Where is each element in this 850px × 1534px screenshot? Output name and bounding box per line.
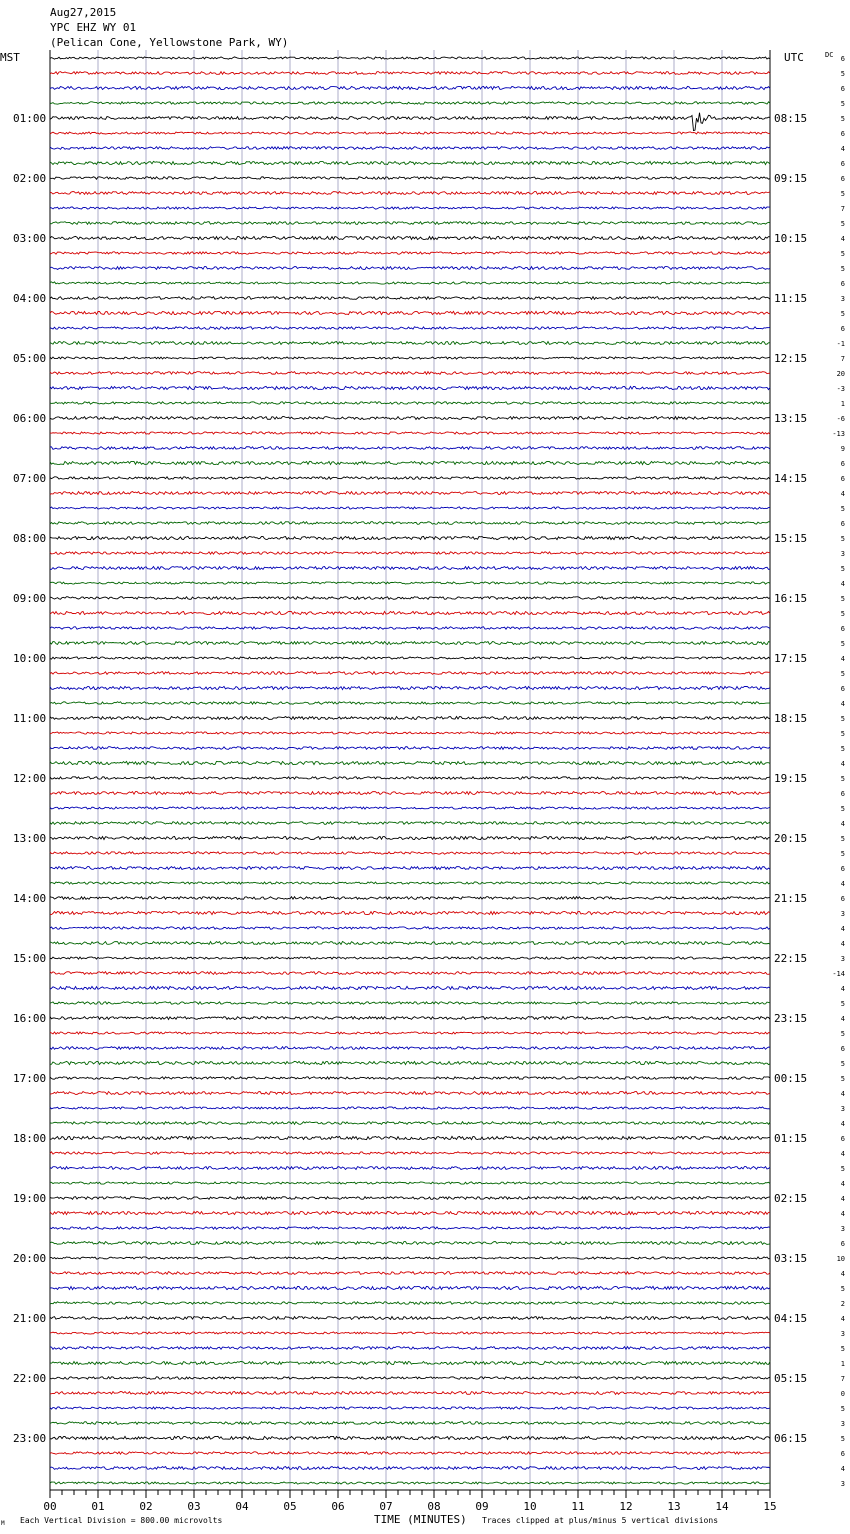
x-tick-label: 15 bbox=[763, 1500, 777, 1513]
x-tick-label: 07 bbox=[379, 1500, 393, 1513]
trace-row-32 bbox=[50, 536, 770, 539]
dc-offset-value: 4 bbox=[840, 1015, 845, 1023]
trace-row-57 bbox=[50, 911, 770, 914]
dc-offset-value: 4 bbox=[840, 1195, 845, 1203]
trace-row-72 bbox=[50, 1136, 770, 1139]
mst-hour-label: 05:00 bbox=[13, 352, 47, 365]
dc-offset-value: 1 bbox=[840, 400, 845, 408]
time-axis bbox=[43, 1490, 776, 1513]
trace-row-31 bbox=[50, 522, 770, 525]
trace-row-38 bbox=[50, 627, 770, 629]
x-tick-label: 10 bbox=[523, 1500, 537, 1513]
trace-row-95 bbox=[50, 1482, 770, 1484]
dc-offset-value: 6 bbox=[840, 790, 845, 798]
mst-hour-label: 18:00 bbox=[13, 1132, 47, 1145]
dc-offset-value: 5 bbox=[840, 670, 845, 678]
trace-row-84 bbox=[50, 1317, 770, 1320]
trace-row-50 bbox=[50, 807, 770, 809]
dc-offset-value: 5 bbox=[840, 610, 845, 618]
dc-offset-value: 5 bbox=[840, 715, 845, 723]
header-location: (Pelican Cone, Yellowstone Park, WY) bbox=[50, 36, 289, 49]
utc-hour-label: 06:15 bbox=[774, 1432, 808, 1445]
trace-row-94 bbox=[50, 1467, 770, 1470]
x-tick-label: 08 bbox=[427, 1500, 441, 1513]
trace-row-64 bbox=[50, 1017, 770, 1020]
x-tick-label: 00 bbox=[43, 1500, 57, 1513]
dc-offset-value: 5 bbox=[840, 835, 845, 843]
trace-row-36 bbox=[50, 597, 770, 600]
dc-offset-value: 6 bbox=[840, 475, 845, 483]
trace-row-88 bbox=[50, 1377, 770, 1379]
mst-hour-label: 12:00 bbox=[13, 772, 47, 785]
corner-mark: M bbox=[1, 1520, 5, 1527]
trace-row-15 bbox=[50, 282, 770, 284]
utc-hour-label: 13:15 bbox=[774, 412, 808, 425]
trace-row-1 bbox=[50, 72, 770, 75]
trace-row-80 bbox=[50, 1257, 770, 1259]
dc-offset-value: 4 bbox=[840, 700, 845, 708]
dc-offset-value: 4 bbox=[840, 1120, 845, 1128]
trace-row-28 bbox=[50, 477, 770, 479]
dc-offset-value: 5 bbox=[840, 250, 845, 258]
trace-row-55 bbox=[50, 882, 770, 884]
dc-offset-value: -3 bbox=[836, 385, 845, 393]
dc-offset-value: 5 bbox=[840, 310, 845, 318]
dc-offset-value: 4 bbox=[840, 580, 845, 588]
utc-hour-label: 09:15 bbox=[774, 172, 808, 185]
trace-row-74 bbox=[50, 1167, 770, 1170]
dc-offset-value: 3 bbox=[840, 910, 845, 918]
dc-offset-value: 5 bbox=[840, 190, 845, 198]
trace-row-26 bbox=[50, 447, 770, 450]
dc-offset-value: 4 bbox=[840, 1270, 845, 1278]
mst-hour-label: 14:00 bbox=[13, 892, 47, 905]
dc-offset-value: 9 bbox=[840, 445, 845, 453]
trace-row-21 bbox=[50, 372, 770, 375]
dc-offset-value: 6 bbox=[840, 1045, 845, 1053]
utc-hour-label: 10:15 bbox=[774, 232, 808, 245]
mst-hour-label: 19:00 bbox=[13, 1192, 47, 1205]
dc-offset-value: 4 bbox=[840, 235, 845, 243]
dc-offset-value: 6 bbox=[840, 1450, 845, 1458]
mst-hour-label: 22:00 bbox=[13, 1372, 47, 1385]
trace-row-79 bbox=[50, 1242, 770, 1245]
trace-row-58 bbox=[50, 927, 770, 929]
trace-row-33 bbox=[50, 552, 770, 554]
trace-row-78 bbox=[50, 1227, 770, 1229]
trace-row-0 bbox=[50, 57, 770, 59]
mst-hour-labels bbox=[13, 112, 46, 1445]
x-tick-label: 14 bbox=[715, 1500, 729, 1513]
mst-hour-label: 16:00 bbox=[13, 1012, 47, 1025]
utc-hour-label: 01:15 bbox=[774, 1132, 808, 1145]
dc-offset-value: 5 bbox=[840, 805, 845, 813]
trace-row-65 bbox=[50, 1032, 770, 1034]
trace-row-5 bbox=[50, 132, 770, 134]
trace-row-40 bbox=[50, 657, 770, 659]
mst-hour-label: 01:00 bbox=[13, 112, 47, 125]
dc-offset-value: 4 bbox=[840, 1315, 845, 1323]
trace-row-35 bbox=[50, 582, 770, 584]
trace-row-69 bbox=[50, 1092, 770, 1095]
trace-row-37 bbox=[50, 611, 770, 614]
trace-row-4 bbox=[50, 113, 770, 131]
trace-row-56 bbox=[50, 897, 770, 900]
trace-row-66 bbox=[50, 1047, 770, 1050]
dc-offset-value: 4 bbox=[840, 880, 845, 888]
dc-offset-value: 6 bbox=[840, 130, 845, 138]
trace-row-6 bbox=[50, 147, 770, 150]
mst-hour-label: 10:00 bbox=[13, 652, 47, 665]
mst-hour-label: 20:00 bbox=[13, 1252, 47, 1265]
dc-offset-value: 6 bbox=[840, 895, 845, 903]
trace-row-89 bbox=[50, 1392, 770, 1395]
utc-hour-label: 21:15 bbox=[774, 892, 808, 905]
dc-offset-value: 5 bbox=[840, 565, 845, 573]
dc-offset-value: 6 bbox=[840, 160, 845, 168]
trace-row-9 bbox=[50, 192, 770, 195]
dc-offset-value: 4 bbox=[840, 1090, 845, 1098]
trace-row-63 bbox=[50, 1002, 770, 1004]
mst-hour-label: 09:00 bbox=[13, 592, 47, 605]
dc-offset-value: 4 bbox=[840, 1210, 845, 1218]
trace-row-86 bbox=[50, 1347, 770, 1350]
dc-offset-value: 3 bbox=[840, 1420, 845, 1428]
trace-row-29 bbox=[50, 492, 770, 495]
dc-offset-column bbox=[832, 55, 845, 1488]
trace-row-3 bbox=[50, 102, 770, 104]
dc-offset-value: 6 bbox=[840, 325, 845, 333]
trace-row-60 bbox=[50, 957, 770, 959]
dc-offset-value: 3 bbox=[840, 955, 845, 963]
dc-offset-value: -1 bbox=[836, 340, 845, 348]
mst-hour-label: 08:00 bbox=[13, 532, 47, 545]
dc-offset-value: 6 bbox=[840, 625, 845, 633]
header-date: Aug27,2015 bbox=[50, 6, 117, 19]
trace-row-83 bbox=[50, 1302, 770, 1304]
trace-row-8 bbox=[50, 177, 770, 179]
dc-offset-value: 4 bbox=[840, 985, 845, 993]
right-timezone-label: UTC bbox=[784, 51, 804, 64]
x-tick-label: 09 bbox=[475, 1500, 489, 1513]
dc-offset-value: 10 bbox=[836, 1255, 845, 1263]
trace-row-43 bbox=[50, 702, 770, 704]
trace-row-81 bbox=[50, 1272, 770, 1275]
dc-offset-value: 5 bbox=[840, 775, 845, 783]
dc-offset-value: 5 bbox=[840, 595, 845, 603]
utc-hour-label: 17:15 bbox=[774, 652, 808, 665]
trace-row-62 bbox=[50, 986, 770, 989]
trace-row-73 bbox=[50, 1152, 770, 1154]
dc-offset-value: 4 bbox=[840, 940, 845, 948]
dc-offset-value: 5 bbox=[840, 1030, 845, 1038]
dc-offset-value: 5 bbox=[840, 1435, 845, 1443]
utc-hour-label: 15:15 bbox=[774, 532, 808, 545]
mst-hour-label: 07:00 bbox=[13, 472, 47, 485]
trace-row-59 bbox=[50, 942, 770, 945]
mst-hour-label: 15:00 bbox=[13, 952, 47, 965]
dc-offset-value: 5 bbox=[840, 730, 845, 738]
dc-offset-value: 5 bbox=[840, 1285, 845, 1293]
dc-offset-value: 7 bbox=[840, 355, 845, 363]
utc-hour-label: 00:15 bbox=[774, 1072, 808, 1085]
trace-row-87 bbox=[50, 1361, 770, 1364]
dc-offset-value: 3 bbox=[840, 1225, 845, 1233]
dc-offset-value: 5 bbox=[840, 115, 845, 123]
dc-offset-value: 6 bbox=[840, 520, 845, 528]
trace-row-19 bbox=[50, 342, 770, 345]
trace-row-23 bbox=[50, 402, 770, 404]
dc-offset-value: 5 bbox=[840, 745, 845, 753]
utc-hour-label: 22:15 bbox=[774, 952, 808, 965]
trace-row-27 bbox=[50, 461, 770, 464]
trace-row-45 bbox=[50, 732, 770, 734]
trace-row-2 bbox=[50, 86, 770, 89]
trace-row-70 bbox=[50, 1107, 770, 1109]
trace-row-93 bbox=[50, 1452, 770, 1454]
x-tick-label: 11 bbox=[571, 1500, 585, 1513]
x-tick-label: 05 bbox=[283, 1500, 297, 1513]
trace-row-67 bbox=[50, 1061, 770, 1064]
dc-offset-value: 4 bbox=[840, 655, 845, 663]
dc-offset-value: 6 bbox=[840, 175, 845, 183]
utc-hour-labels bbox=[774, 112, 807, 1445]
mst-hour-label: 13:00 bbox=[13, 832, 47, 845]
trace-row-10 bbox=[50, 207, 770, 209]
dc-offset-value: 5 bbox=[840, 100, 845, 108]
trace-row-11 bbox=[50, 222, 770, 225]
dc-offset-value: 2 bbox=[840, 1300, 845, 1308]
trace-row-53 bbox=[50, 852, 770, 854]
dc-offset-value: 7 bbox=[840, 1375, 845, 1383]
trace-row-18 bbox=[50, 327, 770, 329]
dc-offset-value: 5 bbox=[840, 1165, 845, 1173]
dc-offset-value: -14 bbox=[832, 970, 845, 978]
vertical-division-note: Each Vertical Division = 800.00 microvolts bbox=[20, 1516, 223, 1525]
mst-hour-label: 11:00 bbox=[13, 712, 47, 725]
trace-row-16 bbox=[50, 297, 770, 300]
dc-offset-value: 3 bbox=[840, 295, 845, 303]
trace-row-91 bbox=[50, 1422, 770, 1425]
dc-offset-value: 5 bbox=[840, 265, 845, 273]
dc-offset-value: 4 bbox=[840, 490, 845, 498]
dc-offset-value: 5 bbox=[840, 1345, 845, 1353]
trace-row-51 bbox=[50, 822, 770, 825]
dc-offset-value: 6 bbox=[840, 55, 845, 63]
mst-hour-label: 04:00 bbox=[13, 292, 47, 305]
dc-offset-value: 5 bbox=[840, 505, 845, 513]
trace-row-13 bbox=[50, 252, 770, 254]
dc-offset-value: 5 bbox=[840, 1075, 845, 1083]
x-tick-label: 04 bbox=[235, 1500, 249, 1513]
trace-row-75 bbox=[50, 1182, 770, 1184]
trace-row-20 bbox=[50, 357, 770, 359]
dc-offset-value: 1 bbox=[840, 1360, 845, 1368]
trace-row-90 bbox=[50, 1407, 770, 1409]
trace-row-92 bbox=[50, 1436, 770, 1439]
trace-row-46 bbox=[50, 747, 770, 750]
dc-offset-value: -13 bbox=[832, 430, 845, 438]
clip-note: Traces clipped at plus/minus 5 vertical divisions bbox=[482, 1516, 719, 1525]
trace-row-54 bbox=[50, 867, 770, 870]
utc-hour-label: 04:15 bbox=[774, 1312, 808, 1325]
trace-row-71 bbox=[50, 1122, 770, 1125]
left-timezone-label: MST bbox=[0, 51, 20, 64]
trace-row-14 bbox=[50, 267, 770, 270]
x-axis-title: TIME (MINUTES) bbox=[374, 1513, 467, 1526]
utc-hour-label: 18:15 bbox=[774, 712, 808, 725]
trace-row-30 bbox=[50, 507, 770, 509]
dc-offset-value: 7 bbox=[840, 205, 845, 213]
mst-hour-label: 02:00 bbox=[13, 172, 47, 185]
utc-hour-label: 05:15 bbox=[774, 1372, 808, 1385]
utc-hour-label: 20:15 bbox=[774, 832, 808, 845]
trace-row-61 bbox=[50, 972, 770, 975]
utc-hour-label: 02:15 bbox=[774, 1192, 808, 1205]
trace-row-49 bbox=[50, 792, 770, 795]
x-tick-label: 06 bbox=[331, 1500, 345, 1513]
utc-hour-label: 08:15 bbox=[774, 112, 808, 125]
trace-row-77 bbox=[50, 1211, 770, 1214]
trace-row-24 bbox=[50, 417, 770, 420]
dc-offset-value: 6 bbox=[840, 685, 845, 693]
utc-hour-label: 03:15 bbox=[774, 1252, 808, 1265]
trace-row-12 bbox=[50, 236, 770, 239]
dc-offset-value: 4 bbox=[840, 760, 845, 768]
trace-row-52 bbox=[50, 836, 770, 839]
utc-hour-label: 19:15 bbox=[774, 772, 808, 785]
trace-row-76 bbox=[50, 1197, 770, 1200]
seismic-traces bbox=[50, 57, 770, 1484]
dc-offset-value: 4 bbox=[840, 820, 845, 828]
utc-hour-label: 16:15 bbox=[774, 592, 808, 605]
utc-hour-label: 11:15 bbox=[774, 292, 808, 305]
dc-offset-value: 6 bbox=[840, 1135, 845, 1143]
x-tick-label: 03 bbox=[187, 1500, 201, 1513]
dc-column-label: DC bbox=[825, 51, 834, 59]
dc-offset-value: 5 bbox=[840, 1000, 845, 1008]
trace-row-68 bbox=[50, 1077, 770, 1079]
dc-offset-value: 5 bbox=[840, 1060, 845, 1068]
dc-offset-value: 6 bbox=[840, 280, 845, 288]
dc-offset-value: 6 bbox=[840, 1240, 845, 1248]
trace-row-39 bbox=[50, 642, 770, 645]
dc-offset-value: 5 bbox=[840, 535, 845, 543]
x-tick-label: 12 bbox=[619, 1500, 633, 1513]
trace-row-25 bbox=[50, 432, 770, 434]
dc-offset-value: 20 bbox=[836, 370, 845, 378]
trace-row-47 bbox=[50, 761, 770, 764]
dc-offset-value: 5 bbox=[840, 640, 845, 648]
header-station: YPC EHZ WY 01 bbox=[50, 21, 137, 34]
dc-offset-value: 4 bbox=[840, 145, 845, 153]
dc-offset-value: 6 bbox=[840, 865, 845, 873]
mst-hour-label: 03:00 bbox=[13, 232, 47, 245]
dc-offset-value: 4 bbox=[840, 1465, 845, 1473]
mst-hour-label: 17:00 bbox=[13, 1072, 47, 1085]
dc-offset-value: 3 bbox=[840, 550, 845, 558]
utc-hour-label: 14:15 bbox=[774, 472, 808, 485]
trace-row-7 bbox=[50, 161, 770, 164]
dc-offset-value: 0 bbox=[840, 1390, 845, 1398]
mst-hour-label: 21:00 bbox=[13, 1312, 47, 1325]
x-tick-label: 01 bbox=[91, 1500, 105, 1513]
dc-offset-value: 5 bbox=[840, 850, 845, 858]
dc-offset-value: 4 bbox=[840, 1150, 845, 1158]
dc-offset-value: 6 bbox=[840, 85, 845, 93]
trace-row-82 bbox=[50, 1286, 770, 1289]
trace-row-44 bbox=[50, 717, 770, 720]
dc-offset-value: 5 bbox=[840, 1405, 845, 1413]
dc-offset-value: 6 bbox=[840, 460, 845, 468]
x-tick-label: 13 bbox=[667, 1500, 681, 1513]
dc-offset-value: 3 bbox=[840, 1480, 845, 1488]
utc-hour-label: 23:15 bbox=[774, 1012, 808, 1025]
trace-row-22 bbox=[50, 386, 770, 389]
mst-hour-label: 06:00 bbox=[13, 412, 47, 425]
dc-offset-value: 5 bbox=[840, 220, 845, 228]
dc-offset-value: -6 bbox=[836, 415, 845, 423]
x-tick-label: 02 bbox=[139, 1500, 153, 1513]
trace-row-42 bbox=[50, 686, 770, 689]
trace-row-34 bbox=[50, 567, 770, 570]
dc-offset-value: 4 bbox=[840, 925, 845, 933]
dc-offset-value: 4 bbox=[840, 1180, 845, 1188]
trace-row-85 bbox=[50, 1332, 770, 1334]
trace-row-41 bbox=[50, 672, 770, 675]
mst-hour-label: 23:00 bbox=[13, 1432, 47, 1445]
dc-offset-value: 5 bbox=[840, 70, 845, 78]
trace-row-17 bbox=[50, 311, 770, 314]
dc-offset-value: 3 bbox=[840, 1330, 845, 1338]
trace-row-48 bbox=[50, 777, 770, 779]
utc-hour-label: 12:15 bbox=[774, 352, 808, 365]
dc-offset-value: 3 bbox=[840, 1105, 845, 1113]
